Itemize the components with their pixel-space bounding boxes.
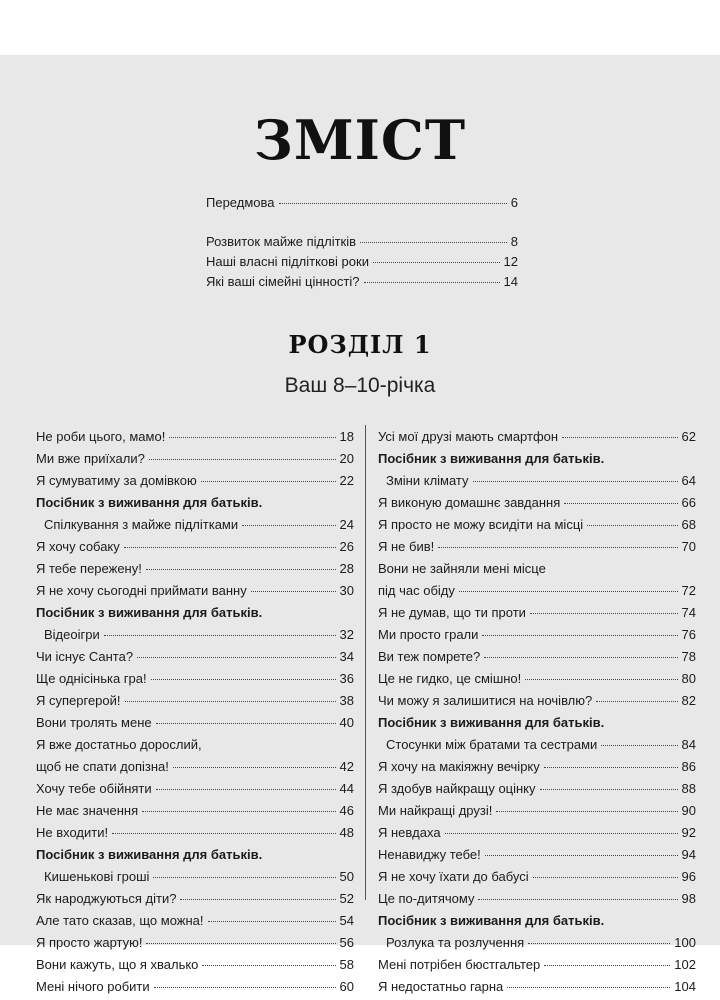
toc-page-number: 8 xyxy=(510,234,518,249)
toc-entry xyxy=(36,889,354,911)
toc-entry-title: Я супергерой! xyxy=(36,693,121,708)
toc-page-number: 76 xyxy=(681,627,696,642)
dot-leader xyxy=(596,701,677,702)
dot-leader xyxy=(169,437,335,438)
toc-entry xyxy=(378,735,696,757)
toc-entry-title: Я сумуватиму за домівкою xyxy=(36,473,197,488)
toc-entry xyxy=(378,537,696,559)
dot-leader xyxy=(544,965,670,966)
toc-entry xyxy=(206,193,518,213)
dot-leader xyxy=(496,811,677,812)
dot-leader xyxy=(124,547,336,548)
toc-entry-title: Посібник з виживання для батьків. xyxy=(36,847,263,862)
toc-entry-title: Я просто жартую! xyxy=(36,935,143,950)
toc-entry-title: Стосунки між братами та сестрами xyxy=(386,737,598,752)
toc-entry xyxy=(36,691,354,713)
toc-entry xyxy=(378,471,696,493)
toc-page-number: 28 xyxy=(339,561,354,576)
dot-leader xyxy=(151,679,336,680)
dot-leader xyxy=(156,789,336,790)
toc-entry xyxy=(36,625,354,647)
toc-entry xyxy=(378,801,696,823)
dot-leader xyxy=(507,987,670,988)
toc-page-number: 36 xyxy=(339,671,354,686)
toc-entry xyxy=(36,559,354,581)
toc-entry-title: Розлука та розлучення xyxy=(386,935,525,950)
toc-entry-title: Не має значення xyxy=(36,803,139,818)
toc-entry-title: Вони кажуть, що я хвалько xyxy=(36,957,199,972)
toc-entry xyxy=(36,801,354,823)
toc-entry xyxy=(378,845,696,867)
toc-entry-title: Я недостатньо гарна xyxy=(378,979,504,994)
toc-page-number: 12 xyxy=(503,254,518,269)
toc-entry-title: Я невдаха xyxy=(378,825,441,840)
dot-leader xyxy=(202,965,335,966)
toc-page-number: 56 xyxy=(339,935,354,950)
dot-leader xyxy=(201,481,336,482)
toc-page-number: 54 xyxy=(339,913,354,928)
toc-entry-title: Не роби цього, мамо! xyxy=(36,429,166,444)
dot-leader xyxy=(478,899,677,900)
toc-entry xyxy=(378,757,696,779)
toc-page-number: 24 xyxy=(339,517,354,532)
toc-entry-title: Посібник з виживання для батьків. xyxy=(36,605,263,620)
toc-entry xyxy=(36,955,354,977)
toc-entry xyxy=(378,669,696,691)
dot-leader xyxy=(173,767,336,768)
dot-leader xyxy=(459,591,678,592)
toc-page-number: 100 xyxy=(674,935,696,950)
toc-entry xyxy=(378,867,696,889)
toc-entry xyxy=(36,933,354,955)
toc-page-number: 50 xyxy=(339,869,354,884)
toc-entry xyxy=(378,603,696,625)
toc-page-number: 18 xyxy=(339,429,354,444)
dot-leader xyxy=(142,811,335,812)
toc-page-number: 58 xyxy=(339,957,354,972)
toc-section-heading xyxy=(378,713,696,735)
toc-section-heading xyxy=(36,493,354,515)
toc-page-number: 104 xyxy=(674,979,696,994)
toc-page-number: 42 xyxy=(339,759,354,774)
toc-entry xyxy=(378,625,696,647)
toc-entry xyxy=(378,515,696,537)
toc-entry xyxy=(36,427,354,449)
toc-entry xyxy=(378,559,696,581)
toc-page-number: 90 xyxy=(681,803,696,818)
dot-leader xyxy=(530,613,678,614)
dot-leader xyxy=(562,437,677,438)
toc-page-number: 68 xyxy=(681,517,696,532)
toc-entry xyxy=(36,867,354,889)
toc-entry-title: Ми просто грали xyxy=(378,627,479,642)
toc-entry-title: Вони не зайняли мені місце xyxy=(378,561,546,576)
toc-page-number: 26 xyxy=(339,539,354,554)
toc-entry xyxy=(36,669,354,691)
intro-toc xyxy=(206,193,518,292)
toc-entry xyxy=(36,823,354,845)
dot-leader xyxy=(154,987,336,988)
toc-entry xyxy=(378,933,696,955)
dot-leader xyxy=(473,481,678,482)
toc-page-number: 14 xyxy=(503,274,518,289)
toc-entry-title: під час обіду xyxy=(378,583,455,598)
toc-entry-title: Спілкування з майже підлітками xyxy=(44,517,239,532)
toc-entry-title: Я тебе пережену! xyxy=(36,561,142,576)
dot-leader xyxy=(484,657,677,658)
toc-page-number: 102 xyxy=(674,957,696,972)
toc-page-number: 6 xyxy=(510,195,518,210)
toc-page-number: 66 xyxy=(681,495,696,510)
toc-page-number: 60 xyxy=(339,979,354,994)
dot-leader xyxy=(146,569,336,570)
toc-page-number: 32 xyxy=(339,627,354,642)
toc-entry-title: Це по-дитячому xyxy=(378,891,475,906)
dot-leader xyxy=(533,877,678,878)
toc-page-number: 92 xyxy=(681,825,696,840)
toc-entry-title: Я не хочу їхати до бабусі xyxy=(378,869,529,884)
toc-entry-title: Посібник з виживання для батьків. xyxy=(36,495,263,510)
section-subtitle: Ваш 8–10-річка xyxy=(284,374,436,397)
toc-page-number: 30 xyxy=(339,583,354,598)
toc-entry xyxy=(378,581,696,603)
toc-page-number: 84 xyxy=(681,737,696,752)
toc-entry xyxy=(36,977,354,999)
dot-leader xyxy=(587,525,677,526)
dot-leader xyxy=(125,701,336,702)
toc-entry xyxy=(206,252,518,272)
toc-entry-title: Посібник з виживання для батьків. xyxy=(378,451,605,466)
toc-entry-title: Зміни клімату xyxy=(386,473,469,488)
dot-leader xyxy=(208,921,336,922)
toc-page-number: 94 xyxy=(681,847,696,862)
toc-entry xyxy=(36,911,354,933)
toc-entry xyxy=(36,537,354,559)
toc-entry-title: Кишенькові гроші xyxy=(44,869,150,884)
toc-entry-title: Ще однісінька гра! xyxy=(36,671,147,686)
toc-entry xyxy=(36,471,354,493)
dot-leader xyxy=(482,635,677,636)
section-heading: РОЗДІЛ 1 xyxy=(288,330,432,359)
toc-entry-title: Чи можу я залишитися на ночівлю? xyxy=(378,693,593,708)
toc-entry-title: Наші власні підліткові роки xyxy=(206,254,369,269)
page-title: ЗМІСТ xyxy=(253,108,467,172)
toc-page-number: 96 xyxy=(681,869,696,884)
toc-entry-title: Вони тролять мене xyxy=(36,715,152,730)
toc-page-number: 20 xyxy=(339,451,354,466)
toc-entry xyxy=(36,581,354,603)
toc-page-number: 44 xyxy=(339,781,354,796)
toc-entry-title: Ви теж помрете? xyxy=(378,649,481,664)
toc-entry-title: Мені нічого робити xyxy=(36,979,150,994)
dot-leader xyxy=(544,767,678,768)
dot-leader xyxy=(149,459,336,460)
toc-entry-title: щоб не спати допізна! xyxy=(36,759,169,774)
toc-entry xyxy=(378,955,696,977)
dot-leader xyxy=(137,657,335,658)
toc-entry xyxy=(36,713,354,735)
toc-entry-title: Я вже достатньо дорослий, xyxy=(36,737,202,752)
toc-page-number: 34 xyxy=(339,649,354,664)
toc-page-number: 98 xyxy=(681,891,696,906)
dot-leader xyxy=(279,203,507,204)
toc-entry-title: Чи існує Санта? xyxy=(36,649,134,664)
toc-page-number: 88 xyxy=(681,781,696,796)
dot-leader xyxy=(251,591,336,592)
toc-entry-title: Але тато сказав, що можна! xyxy=(36,913,204,928)
dot-leader xyxy=(525,679,677,680)
toc-entry-title: Я не думав, що ти проти xyxy=(378,605,526,620)
dot-leader xyxy=(445,833,678,834)
toc-page-number: 40 xyxy=(339,715,354,730)
toc-entry-title: Я здобув найкращу оцінку xyxy=(378,781,536,796)
toc-entry xyxy=(36,449,354,471)
toc-entry xyxy=(36,779,354,801)
toc-entry-title: Передмова xyxy=(206,195,275,210)
toc-entry xyxy=(378,691,696,713)
toc-entry xyxy=(36,515,354,537)
toc-section-heading xyxy=(378,449,696,471)
dot-leader xyxy=(373,262,500,263)
toc-entry-title: Я не бив! xyxy=(378,539,435,554)
toc-entry-title: Я виконую домашнє завдання xyxy=(378,495,561,510)
toc-entry xyxy=(36,647,354,669)
toc-entry-title: Розвиток майже підлітків xyxy=(206,234,357,249)
toc-page-number: 74 xyxy=(681,605,696,620)
toc-page-number: 52 xyxy=(339,891,354,906)
toc-page-number: 38 xyxy=(339,693,354,708)
toc-entry xyxy=(378,493,696,515)
dot-leader xyxy=(112,833,335,834)
toc-section-heading xyxy=(36,845,354,867)
toc-entry-title: Я хочу собаку xyxy=(36,539,120,554)
toc-page-number: 62 xyxy=(681,429,696,444)
dot-leader xyxy=(601,745,677,746)
toc-page-number: 78 xyxy=(681,649,696,664)
dot-leader xyxy=(540,789,678,790)
dot-leader xyxy=(485,855,678,856)
dot-leader xyxy=(360,242,507,243)
dot-leader xyxy=(438,547,677,548)
top-margin xyxy=(0,0,720,55)
toc-entry xyxy=(378,647,696,669)
toc-page-number: 86 xyxy=(681,759,696,774)
toc-entry xyxy=(378,977,696,999)
dot-leader xyxy=(528,943,670,944)
toc-entry xyxy=(36,757,354,779)
toc-entry xyxy=(378,427,696,449)
toc-section-heading xyxy=(378,911,696,933)
toc-entry xyxy=(206,232,518,252)
column-divider xyxy=(365,425,366,900)
toc-entry-title: Не входити! xyxy=(36,825,109,840)
toc-entry-title: Як народжуються діти? xyxy=(36,891,177,906)
toc-page-number: 22 xyxy=(339,473,354,488)
toc-entry-title: Ненавиджу тебе! xyxy=(378,847,481,862)
toc-right-column xyxy=(378,427,696,999)
toc-entry xyxy=(36,735,354,757)
toc-entry-title: Мені потрібен бюстгальтер xyxy=(378,957,541,972)
toc-entry xyxy=(206,272,518,292)
dot-leader xyxy=(153,877,335,878)
toc-page-number: 64 xyxy=(681,473,696,488)
toc-page-number: 70 xyxy=(681,539,696,554)
toc-entry-title: Посібник з виживання для батьків. xyxy=(378,715,605,730)
toc-page-number: 80 xyxy=(681,671,696,686)
dot-leader xyxy=(104,635,336,636)
toc-entry-title: Я просто не можу всидіти на місці xyxy=(378,517,584,532)
dot-leader xyxy=(156,723,336,724)
toc-page-number: 82 xyxy=(681,693,696,708)
toc-entry-title: Ми вже приїхали? xyxy=(36,451,145,466)
dot-leader xyxy=(180,899,335,900)
toc-entry xyxy=(378,823,696,845)
dot-leader xyxy=(364,282,500,283)
toc-entry-title: Відеоігри xyxy=(44,627,100,642)
toc-entry xyxy=(378,779,696,801)
toc-section-heading xyxy=(36,603,354,625)
toc-entry xyxy=(378,889,696,911)
toc-page-number: 46 xyxy=(339,803,354,818)
dot-leader xyxy=(242,525,335,526)
toc-entry-title: Я хочу на макіяжну вечірку xyxy=(378,759,540,774)
toc-entry-title: Я не хочу сьогодні приймати ванну xyxy=(36,583,247,598)
toc-entry-title: Це не гидко, це смішно! xyxy=(378,671,522,686)
toc-entry-title: Хочу тебе обійняти xyxy=(36,781,152,796)
dot-leader xyxy=(146,943,335,944)
toc-page-number: 48 xyxy=(339,825,354,840)
toc-page-number: 72 xyxy=(681,583,696,598)
toc-left-column xyxy=(36,427,354,999)
dot-leader xyxy=(564,503,677,504)
toc-entry-title: Посібник з виживання для батьків. xyxy=(378,913,605,928)
toc-entry-title: Усі мої друзі мають смартфон xyxy=(378,429,559,444)
toc-entry-title: Які ваші сімейні цінності? xyxy=(206,274,360,289)
toc-entry-title: Ми найкращі друзі! xyxy=(378,803,493,818)
